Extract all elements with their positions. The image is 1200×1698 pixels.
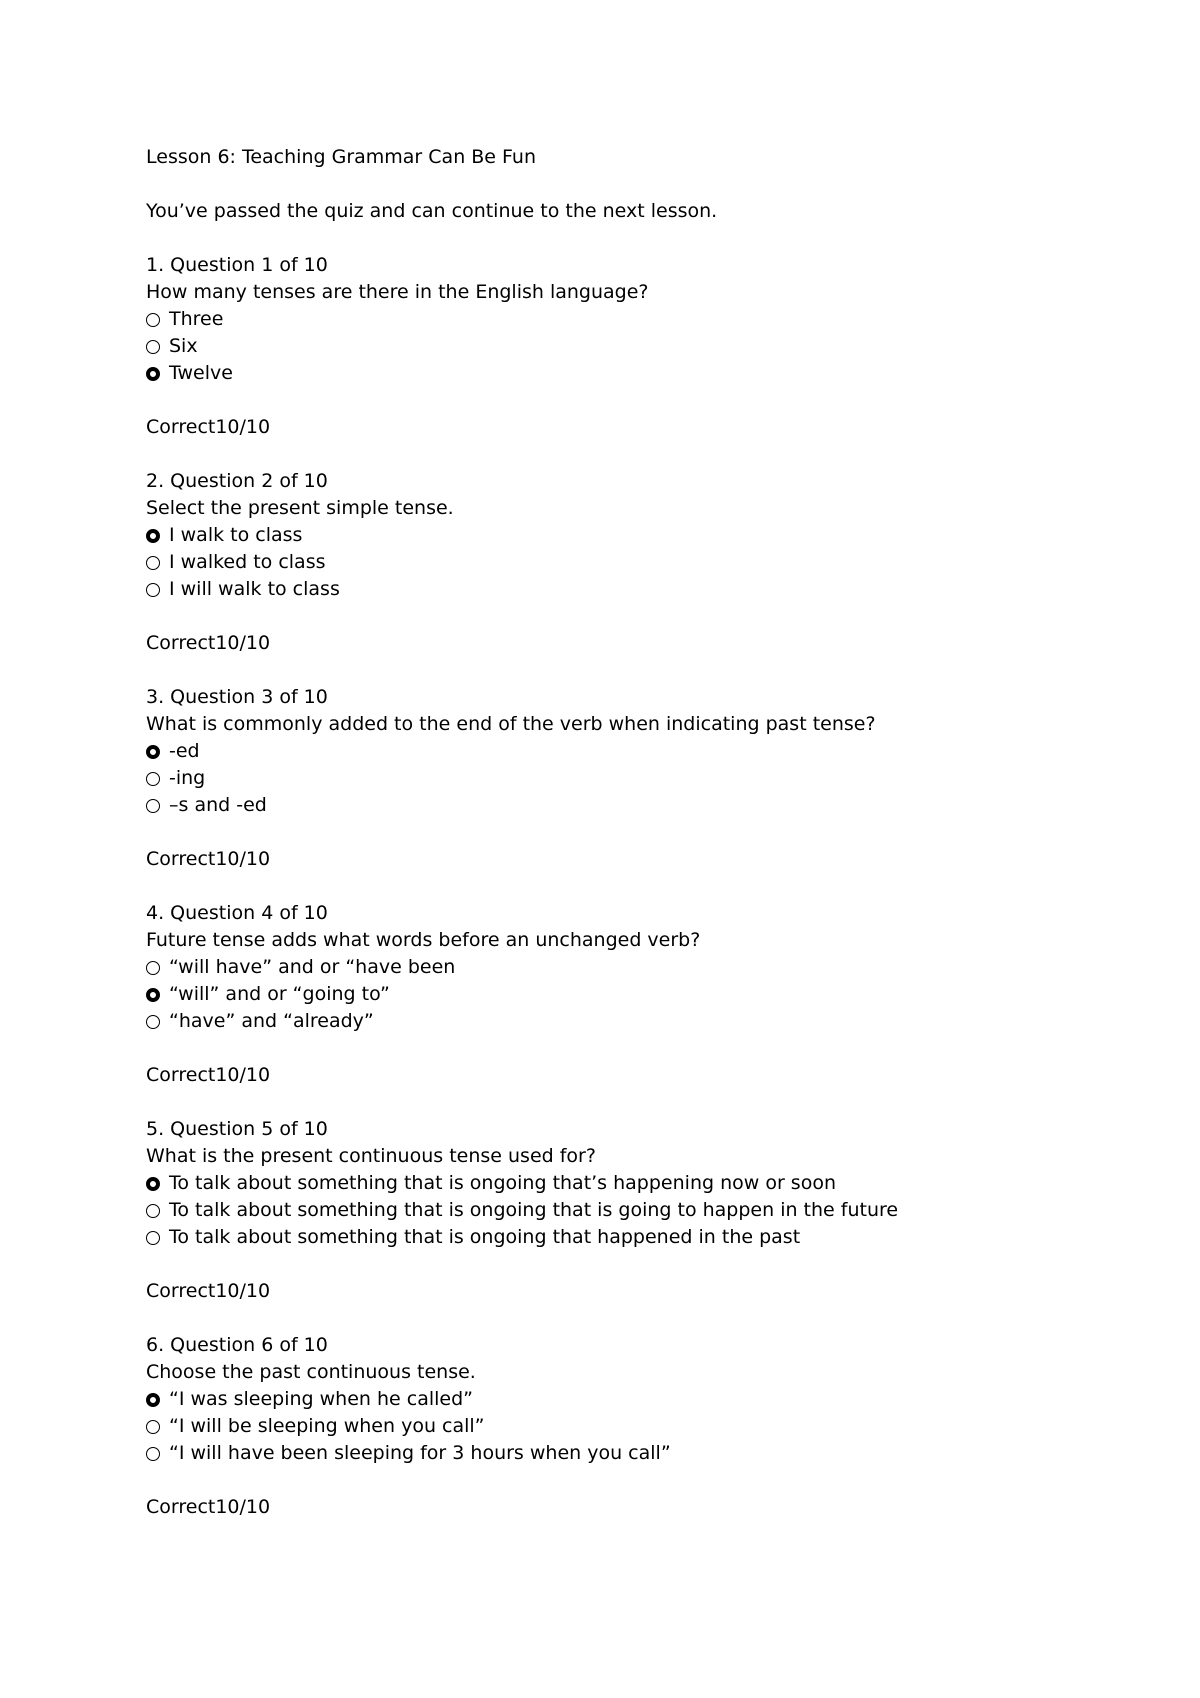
answer-option-label: “have” and “already” (169, 1010, 374, 1032)
question-text: Choose the past continuous tense. (146, 1361, 476, 1383)
radio-empty-icon[interactable] (146, 1231, 160, 1245)
radio-empty-icon[interactable] (146, 313, 160, 327)
radio-empty-icon[interactable] (146, 340, 160, 354)
question-block (146, 252, 1146, 441)
result-text: Correct10/10 (146, 1280, 271, 1302)
radio-empty-icon[interactable] (146, 1420, 160, 1434)
answer-option-label: To talk about something that is ongoing that happened in the past (169, 1226, 801, 1248)
answer-option[interactable] (146, 954, 1146, 981)
question-block (146, 684, 1146, 873)
answer-option-label: -ed (169, 740, 200, 762)
answer-option[interactable] (146, 333, 1146, 360)
question-heading: 2. Question 2 of 10 (146, 470, 328, 492)
question-text: Select the present simple tense. (146, 497, 454, 519)
answer-option-label: I walked to class (169, 551, 326, 573)
question-text: Future tense adds what words before an unchanged verb? (146, 929, 701, 951)
result-text: Correct10/10 (146, 632, 271, 654)
result-text: Correct10/10 (146, 416, 271, 438)
question-block (146, 900, 1146, 1089)
radio-empty-icon[interactable] (146, 1204, 160, 1218)
answer-option[interactable] (146, 1008, 1146, 1035)
question-block (146, 1116, 1146, 1305)
answer-option-label: I walk to class (169, 524, 303, 546)
question-heading: 5. Question 5 of 10 (146, 1118, 328, 1140)
lesson-title: Lesson 6: Teaching Grammar Can Be Fun (146, 146, 537, 168)
answer-option[interactable] (146, 360, 1146, 387)
answer-option-label: Three (169, 308, 224, 330)
radio-selected-icon[interactable] (146, 1177, 160, 1191)
radio-empty-icon[interactable] (146, 556, 160, 570)
result-text: Correct10/10 (146, 1064, 271, 1086)
result-text: Correct10/10 (146, 1496, 271, 1518)
answer-option-label: Twelve (169, 362, 233, 384)
radio-selected-icon[interactable] (146, 1393, 160, 1407)
question-text: What is the present continuous tense used for? (146, 1145, 596, 1167)
question-list (146, 252, 1146, 1521)
answer-option[interactable] (146, 981, 1146, 1008)
answer-option[interactable] (146, 576, 1146, 603)
radio-empty-icon[interactable] (146, 799, 160, 813)
radio-selected-icon[interactable] (146, 988, 160, 1002)
answer-option[interactable] (146, 1413, 1146, 1440)
answer-option-label: “I will have been sleeping for 3 hours when you call” (169, 1442, 671, 1464)
radio-empty-icon[interactable] (146, 583, 160, 597)
answer-option[interactable] (146, 738, 1146, 765)
result-text: Correct10/10 (146, 848, 271, 870)
question-block (146, 1332, 1146, 1521)
question-text: How many tenses are there in the English language? (146, 281, 649, 303)
answer-option-label: To talk about something that is ongoing that’s happening now or soon (169, 1172, 836, 1194)
radio-selected-icon[interactable] (146, 529, 160, 543)
radio-selected-icon[interactable] (146, 367, 160, 381)
question-heading: 1. Question 1 of 10 (146, 254, 328, 276)
answer-option[interactable] (146, 765, 1146, 792)
answer-option[interactable] (146, 1197, 1146, 1224)
answer-option-label: -ing (169, 767, 206, 789)
answer-option[interactable] (146, 1224, 1146, 1251)
answer-option-label: “I was sleeping when he called” (169, 1388, 474, 1410)
answer-option[interactable] (146, 1386, 1146, 1413)
question-heading: 6. Question 6 of 10 (146, 1334, 328, 1356)
question-heading: 4. Question 4 of 10 (146, 902, 328, 924)
answer-option[interactable] (146, 522, 1146, 549)
answer-option[interactable] (146, 792, 1146, 819)
answer-option[interactable] (146, 549, 1146, 576)
answer-option[interactable] (146, 1440, 1146, 1467)
answer-option-label: I will walk to class (169, 578, 340, 600)
answer-option[interactable] (146, 306, 1146, 333)
answer-option[interactable] (146, 1170, 1146, 1197)
quiz-page (146, 144, 1146, 1548)
answer-option-label: –s and -ed (169, 794, 267, 816)
radio-empty-icon[interactable] (146, 1015, 160, 1029)
answer-option-label: “I will be sleeping when you call” (169, 1415, 485, 1437)
answer-option-label: Six (169, 335, 198, 357)
answer-option-label: “will have” and or “have been (169, 956, 456, 978)
radio-empty-icon[interactable] (146, 1447, 160, 1461)
radio-selected-icon[interactable] (146, 745, 160, 759)
question-heading: 3. Question 3 of 10 (146, 686, 328, 708)
radio-empty-icon[interactable] (146, 961, 160, 975)
question-text: What is commonly added to the end of the verb when indicating past tense? (146, 713, 876, 735)
radio-empty-icon[interactable] (146, 772, 160, 786)
answer-option-label: “will” and or “going to” (169, 983, 390, 1005)
answer-option-label: To talk about something that is ongoing that is going to happen in the future (169, 1199, 899, 1221)
pass-notice: You’ve passed the quiz and can continue to the next lesson. (146, 200, 718, 222)
question-block (146, 468, 1146, 657)
